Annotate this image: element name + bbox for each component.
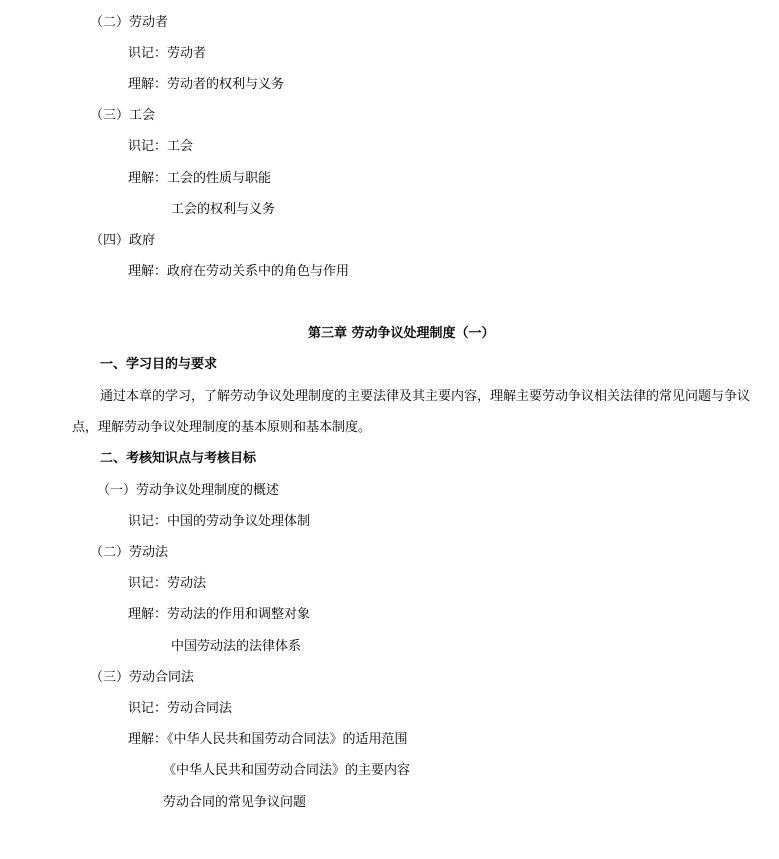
- memorize-labor-law: 识记：劳动法: [128, 576, 207, 591]
- understand-union-nature: 理解：工会的性质与职能: [128, 171, 272, 186]
- memorize-dispute-system: 识记：中国的劳动争议处理体制: [128, 514, 311, 529]
- memorize-contract-law: 识记：劳动合同法: [128, 701, 233, 716]
- chapter-title: 第三章 劳动争议处理制度（一）: [308, 326, 495, 341]
- understand-labor-law-system: 中国劳动法的法律体系: [171, 639, 302, 654]
- memorize-trade-union: 识记：工会: [128, 139, 194, 154]
- memorize-laborer: 识记：劳动者: [128, 46, 207, 61]
- section-learning-goals: 一、学习目的与要求: [100, 357, 218, 372]
- understand-union-rights: 工会的权利与义务: [171, 202, 276, 217]
- subsection-contract-law: （三）劳动合同法: [90, 670, 195, 685]
- understand-government-role: 理解：政府在劳动关系中的角色与作用: [128, 264, 350, 279]
- understand-contract-disputes: 劳动合同的常见争议问题: [163, 795, 307, 810]
- subsection-labor-law: （二）劳动法: [90, 545, 169, 560]
- subsection-overview: （一）劳动争议处理制度的概述: [97, 483, 280, 498]
- subsection-laborer: （二）劳动者: [90, 15, 169, 30]
- understand-contract-law-scope: 理解：《中华人民共和国劳动合同法》的适用范围: [128, 732, 408, 747]
- subsection-trade-union: （三）工会: [90, 108, 156, 123]
- subsection-government: （四）政府: [90, 233, 156, 248]
- section-assessment-points: 二、考核知识点与考核目标: [100, 451, 257, 466]
- learning-goals-paragraph: 通过本章的学习，了解劳动争议处理制度的主要法律及其主要内容，理解主要劳动争议相关法律的常见问题与争议点，理解劳动争议处理制度的基本原则和基本制度。: [72, 389, 751, 435]
- understand-contract-law-content: 《中华人民共和国劳动合同法》的主要内容: [163, 763, 411, 778]
- understand-labor-law-role: 理解：劳动法的作用和调整对象: [128, 607, 311, 622]
- understand-laborer-rights: 理解：劳动者的权利与义务: [128, 77, 285, 92]
